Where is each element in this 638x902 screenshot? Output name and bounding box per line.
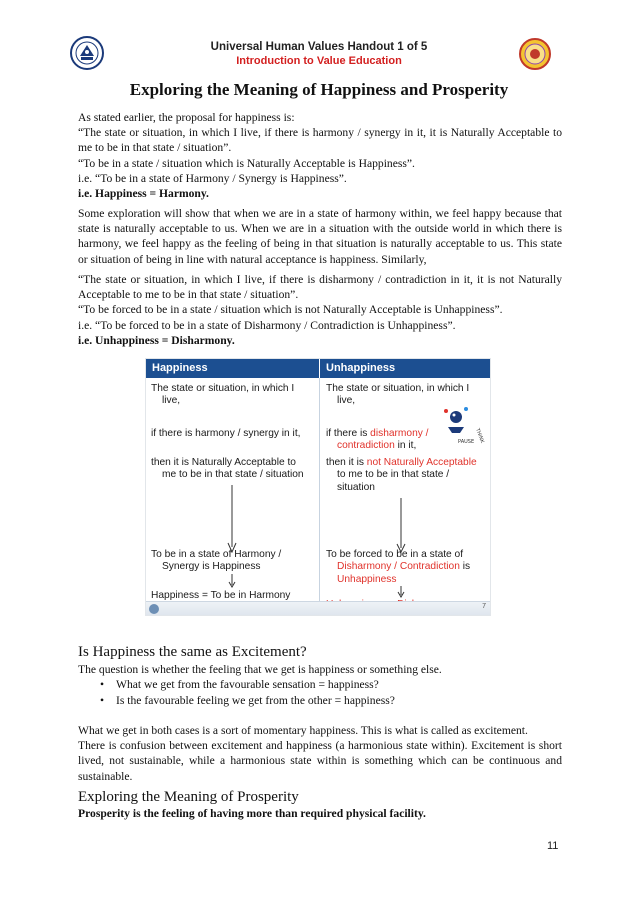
happiness-state-line: The state or situation, in which I — [151, 383, 295, 394]
unhappiness-small-arrow — [396, 586, 406, 598]
excitement-paragraph: What we get in both cases is a sort of momentary happiness. This is what is called as excitement. — [78, 724, 528, 738]
unhappiness-forced-state: To be forced to be in a state of — [326, 549, 464, 560]
list-item: • What we get from the favourable sensation = happiness? — [78, 677, 562, 692]
proposal-statement: “The state or situation, in which I live, if there is harmony / synergy in it, it is Naturally Acceptable to me to be in that state / situation”. — [78, 126, 562, 155]
happiness-harmony-line: if there is harmony / synergy in it, — [151, 428, 301, 439]
handout-title: Universal Human Values Handout 1 of 5 — [210, 41, 428, 53]
happiness-small-arrow — [227, 574, 237, 588]
play-icon[interactable] — [149, 604, 159, 614]
unhappiness-then-text: then it is — [326, 457, 367, 468]
disharmony-text: disharmony / — [370, 428, 429, 439]
excitement-section — [78, 643, 562, 784]
pause-and-think-icon — [440, 403, 486, 447]
prosperity-section — [78, 788, 562, 821]
slide-footer-bar — [146, 601, 490, 615]
proposal-section — [78, 110, 562, 201]
unhappiness-statement: “The state or situation, in which I live, if there is disharmony / contradiction in it, it is not Naturally Acceptable to me to be in that state / situation”. — [78, 273, 562, 302]
excitement-heading: Is Happiness the same as Excitement? — [78, 644, 307, 660]
happiness-unhappiness-diagram — [145, 358, 491, 616]
unhappiness-section — [78, 272, 562, 348]
proposal-harmony: i.e. “To be in a state of Harmony / Synergy is Happiness”. — [78, 171, 347, 185]
happiness-acceptable-line: then it is Naturally Acceptable to — [151, 457, 296, 468]
happiness-harmony-state-2: Synergy is Happiness — [162, 561, 261, 573]
think-label: THINK — [474, 427, 485, 445]
confusion-paragraph: There is confusion between excitement and happiness (a harmonious state within). Excitement is short lived, not sustainable, while a harmonious state within is something which can be continuous and sustainable. — [78, 739, 562, 783]
column-divider — [319, 378, 320, 602]
unhappiness-column — [326, 383, 490, 603]
happiness-equation: i.e. Happiness = Harmony. — [78, 187, 209, 201]
happiness-harmony-state: To be in a state of Harmony / — [151, 549, 282, 560]
unhappiness-state-line-2: live, — [337, 395, 356, 407]
proposal-happiness: “To be in a state / situation which is Naturally Acceptable is Happiness”. — [78, 156, 415, 170]
prosperity-heading: Exploring the Meaning of Prosperity — [78, 789, 299, 805]
slide-number: 7 — [482, 603, 486, 610]
unhappiness-word: Unhappiness — [337, 573, 397, 585]
unhappiness-disharmony: i.e. “To be forced to be in a state of Disharmony / Contradiction is Unhappiness”. — [78, 318, 456, 332]
contradiction-text: contradiction — [337, 440, 395, 452]
unhappiness-state-line: The state or situation, in which I — [326, 383, 470, 394]
unhappiness-column-heading: Unhappiness — [320, 359, 490, 378]
unhappiness-forced: “To be forced to be in a state / situation which is not Naturally Acceptable is Unhappiness”. — [78, 303, 503, 317]
unhappiness-acceptable-line-3: situation — [337, 481, 375, 493]
excitement-list — [78, 677, 562, 708]
happiness-result: Happiness = To be in Harmony — [151, 590, 291, 601]
handout-subtitle: Introduction to Value Education — [236, 55, 402, 67]
happiness-down-arrow — [227, 485, 237, 553]
excitement-question: The question is whether the feeling that we get is happiness or something else. — [78, 663, 442, 676]
prosperity-definition: Prosperity is the feeling of having more than required physical facility. — [78, 807, 426, 820]
intro-line: As stated earlier, the proposal for happiness is: — [78, 111, 295, 124]
happiness-column-heading: Happiness — [146, 359, 319, 378]
unhappiness-equation: i.e. Unhappiness = Disharmony. — [78, 333, 235, 347]
unhappiness-if-text: if there is — [326, 428, 371, 439]
unhappiness-down-arrow — [396, 498, 406, 553]
disharmony-contradiction-text: Disharmony / Contradiction — [337, 561, 460, 573]
pause-think-emblem — [519, 38, 551, 70]
is-text: is — [459, 561, 471, 573]
in-it-text: in it, — [394, 440, 417, 452]
exploration-paragraph: Some exploration will show that when we are in a state of harmony within, we feel happy because that state is naturally acceptable to us. When we are in a situation with the outside world in which there is harmony, we feel happy as the feeling of being in that situation is naturally acceptable to us. This state or situation of being in line with natural acceptance is happiness. Similarly, — [78, 207, 562, 266]
list-item: • Is the favourable feeling we get from the other = happiness? — [78, 693, 562, 708]
page-title: Exploring the Meaning of Happiness and Prosperity — [129, 80, 509, 99]
pause-label: PAUSE — [458, 439, 475, 445]
happiness-column — [151, 383, 319, 603]
page-number: 11 — [547, 840, 559, 852]
not-acceptable-text: not Naturally Acceptable — [366, 457, 477, 468]
unhappiness-acceptable-line-2: to me to be in that state / — [337, 469, 450, 481]
happiness-acceptable-line-2: me to be in that state / situation — [162, 469, 304, 481]
happiness-state-line-2: live, — [162, 395, 181, 407]
